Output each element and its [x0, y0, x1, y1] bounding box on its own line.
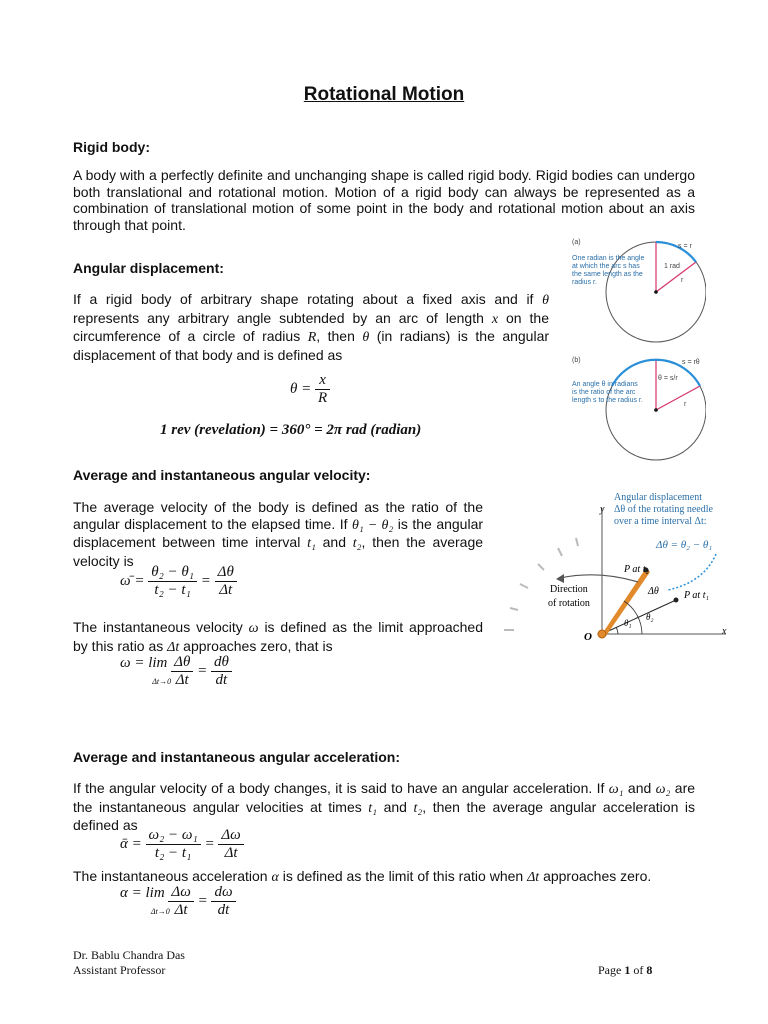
figure-b-arc-label: s = rθ: [682, 359, 700, 366]
figure-a-label: (a): [572, 239, 581, 246]
figure-c-direction-arrow: [560, 575, 638, 582]
figure-b-caption-1: An angle θ in radians: [572, 381, 638, 388]
figure-b-radian-ratio: [566, 352, 706, 464]
figure-c-theta1-label: θ₁: [624, 618, 632, 628]
figure-c-direction-label-2: of rotation: [548, 598, 590, 609]
figure-a-center: [654, 290, 658, 294]
figure-c-equation: Δθ = θ₂ − θ₁: [656, 539, 713, 551]
inst-velocity-equation: ω = lim Δt→0 $\frac{\Delta\theta}{\Delta t}$ = $\frac{d\theta}{dt}$: [120, 654, 232, 689]
figure-a-caption-2: at which the arc s has: [572, 263, 640, 270]
figure-a-caption-3: the same length as the: [572, 271, 643, 278]
figure-c-line-t1: [602, 600, 676, 634]
inst-acceleration-text: The instantaneous acceleration α is defined as the limit of this ratio when Δt approaches zero.: [73, 868, 652, 885]
theta-equation: θ = $\frac{x}{R}$: [290, 372, 330, 407]
angular-velocity-heading: Average and instantaneous angular velocity:: [73, 467, 371, 483]
revolution-equation: 1 rev (revelation) = 360° = 2π rad (radian): [160, 422, 422, 438]
figure-b-caption-2: is the ratio of the arc: [572, 389, 636, 396]
footer-position: Assistant Professor: [73, 963, 166, 977]
figure-b-label: (b): [572, 357, 581, 364]
angular-acceleration-heading: Average and instantaneous angular acceleration:: [73, 749, 401, 765]
figure-a-caption-1: One radian is the angle: [572, 255, 645, 262]
figure-c-pivot: [598, 630, 606, 638]
figure-c-angular-displacement: [498, 486, 760, 646]
avg-velocity-equation: ω̄ = $\frac{\text{θ₂ − θ₁}}{\text{t₂ − t₁}}$ = $\frac{\Delta\theta}{\Delta t}$: [120, 564, 237, 599]
figure-c-direction-label-1: Direction: [550, 584, 588, 595]
figure-a-arc-label: s = r: [678, 243, 692, 250]
figure-a-angle-label: 1 rad: [664, 263, 680, 270]
figure-b-center: [654, 408, 658, 412]
rigid-body-text: A body with a perfectly definite and unchanging shape is called rigid body. Rigid bodies can undergo both translational and rotational motion. Motion of a rigid body can always be represented as a combination of translational motion of some point in the body and rotational motion about an axis through that point.: [73, 167, 695, 233]
angular-velocity-text: The average velocity of the body is defined as the ratio of the angular displacement to the elapsed time. If θ₁ − θ₂ is the angular displacement between time interval t₁ and t₂, then the average velocity is: [73, 499, 484, 569]
page-title: Rotational Motion: [303, 84, 465, 105]
figure-c-p-t2-label: P at t₂: [624, 564, 649, 575]
figure-c-p-t1-label: P at t₁: [684, 590, 709, 601]
angular-displacement-text: If a rigid body of arbitrary shape rotating about a fixed axis and if θ represents any arbitrary angle subtended by an arc of length x on the circumference of a circle of radius R, then θ (in radians) is the angular displacement of that body and is defined as: [73, 291, 550, 363]
figure-c-caption-1: Angular displacement: [614, 492, 703, 503]
inst-velocity-text: The instantaneous velocity ω is defined as the limit approached by this ratio as Δt approaches zero, that is: [73, 619, 484, 655]
avg-acceleration-equation: ᾱ = $\frac{\text{ω₂ − ω₁}}{\text{t₂ − t₁}}$ = $\frac{\Delta\omega}{\Delta t}$: [120, 827, 244, 862]
rigid-body-heading: Rigid body:: [73, 139, 150, 155]
figure-c-caption-2: Δθ of the rotating needle: [614, 504, 713, 515]
figure-c-origin-label: O: [584, 631, 592, 643]
figure-a-radius-label: r: [681, 277, 684, 284]
angular-acceleration-text: If the angular velocity of a body changes, it is said to have an angular acceleration. If ω₁ and ω₂ are the instantaneous angular velocities at times t₁ and t₂, then the average angular acceleration is defined as: [73, 780, 696, 833]
figure-c-direction-arrowhead: [556, 574, 564, 583]
figure-c-x-label: x: [722, 626, 727, 637]
figure-a-caption-4: radius r.: [572, 279, 597, 286]
figure-b-angle-label: θ = s/r: [658, 375, 678, 382]
footer-page-number: Page 1 of 8: [598, 963, 653, 977]
inst-acceleration-equation: α = lim Δt→0 $\frac{\Delta\omega}{\Delta t}$ = $\frac{d\omega}{dt}$: [120, 884, 236, 919]
figure-c-point-t1: [674, 598, 679, 603]
footer-author: Dr. Bablu Chandra Das: [73, 948, 185, 962]
figure-c-caption-3: over a time interval Δt:: [614, 516, 707, 527]
figure-c-dotted-arrow: [668, 554, 716, 590]
angular-displacement-heading: Angular displacement:: [73, 260, 224, 276]
figure-c-theta2-label: θ₂: [646, 612, 654, 622]
figure-b-radius-2: [656, 386, 700, 410]
figure-a-one-radian: [566, 234, 706, 346]
figure-c-angle-arc-1: [616, 627, 618, 634]
figure-b-caption-3: length s to the radius r.: [572, 397, 643, 404]
figure-c-delta-theta-label: Δθ: [648, 586, 659, 597]
figure-b-radius-label: r: [684, 401, 687, 408]
figure-c-y-label: y: [600, 504, 605, 515]
